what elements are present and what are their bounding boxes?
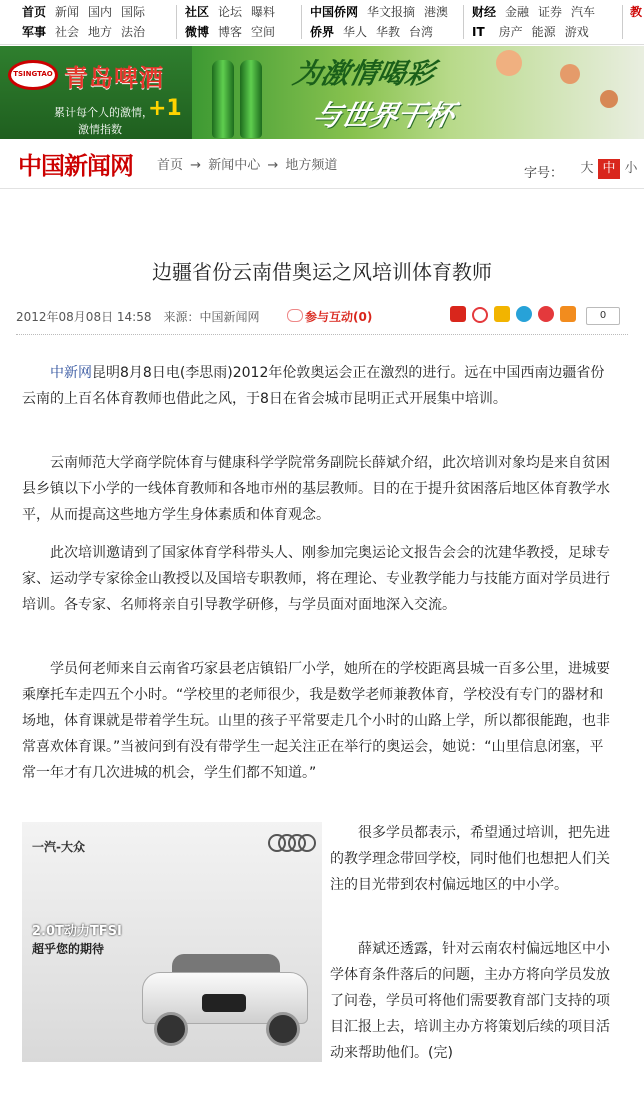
nav-link[interactable]: 国内 xyxy=(88,5,113,19)
nav-link[interactable]: 财经 xyxy=(472,5,497,19)
banner-brand-panel xyxy=(0,46,192,139)
share-tencent-weibo-icon[interactable] xyxy=(516,306,532,322)
athlete-image xyxy=(560,64,580,84)
nav-group-news-2 xyxy=(22,22,154,42)
nav-divider xyxy=(301,5,302,39)
nav-link[interactable]: 能源 xyxy=(531,25,556,39)
share-more-icon[interactable] xyxy=(560,306,576,322)
nav-link[interactable]: 教 xyxy=(630,5,643,19)
banner-slogan-2: 与世界干杯 xyxy=(310,99,458,132)
nav-link[interactable]: 法治 xyxy=(121,25,146,39)
car-grille xyxy=(202,994,246,1012)
nav-group-finance xyxy=(472,2,604,22)
share-weibo-icon[interactable] xyxy=(472,307,488,323)
nav-link[interactable]: 华文报摘 xyxy=(367,5,416,19)
source-link[interactable]: 中新网 xyxy=(50,365,92,381)
banner-ad[interactable] xyxy=(0,46,644,139)
car-wheel xyxy=(266,1012,300,1046)
nav-link[interactable]: 空间 xyxy=(251,25,276,39)
nav-link[interactable]: 地方 xyxy=(88,25,113,39)
nav-link[interactable]: 中国侨网 xyxy=(310,5,359,19)
banner-plus-one: +1 xyxy=(148,96,182,121)
ad-subheadline: 超乎您的期待 xyxy=(32,942,105,956)
breadcrumb-local-channel[interactable]: 地方频道 xyxy=(285,158,338,173)
article-paragraph: 薛斌还透露，针对云南农村偏远地区中小学体育条件落后的问题，主办方将向学员发放了问卷，学员可将他们需要教育部门支持的项目汇报上去，培训主办方将策划后续的项目活动来帮助他们。(完) xyxy=(330,941,610,1061)
share-renren-icon[interactable] xyxy=(450,306,466,322)
nav-link[interactable]: 华人 xyxy=(343,25,368,39)
banner-slogan-1: 为激情喝彩 xyxy=(290,57,438,90)
paragraph-text: 昆明8月8日电(李思雨)2012年伦敦奥运会正在激烈的进行。远在中国西南边疆省份云南的上百名体育教师也借此之风，于8日在省会城市昆明正式开展集中培训。 xyxy=(22,365,605,407)
nav-link[interactable]: 新闻 xyxy=(55,5,80,19)
article-paragraph xyxy=(22,360,612,412)
nav-link[interactable]: 论坛 xyxy=(218,5,243,19)
nav-link[interactable]: 军事 xyxy=(22,25,47,39)
breadcrumb xyxy=(157,154,340,173)
banner-brand-name: 青岛啤酒 xyxy=(64,64,164,92)
ad-headline: 2.0T动力TFSI xyxy=(32,924,122,939)
nav-group-finance-2 xyxy=(472,22,598,42)
nav-link[interactable]: 华教 xyxy=(376,25,401,39)
font-size-small[interactable]: 小 xyxy=(624,161,638,176)
article-date: 2012年08月08日 14:58 xyxy=(16,310,152,324)
beer-bottle-icon xyxy=(212,60,234,138)
share-count: 0 xyxy=(586,307,620,325)
breadcrumb-arrow-icon: → xyxy=(267,158,279,173)
font-size-medium[interactable]: 中 xyxy=(598,159,620,179)
nav-divider xyxy=(463,5,464,39)
athlete-image xyxy=(496,50,522,76)
nav-link[interactable]: 台湾 xyxy=(409,25,434,39)
nav-link[interactable]: 证券 xyxy=(538,5,563,19)
interact-link[interactable] xyxy=(287,308,372,325)
nav-link[interactable]: 房产 xyxy=(498,25,523,39)
nav-group-edu xyxy=(630,2,644,22)
car-wheel xyxy=(154,1012,188,1046)
interact-label: 参与互动(0) xyxy=(305,310,373,324)
nav-link[interactable]: 社会 xyxy=(55,25,80,39)
breadcrumb-home[interactable]: 首页 xyxy=(157,158,184,173)
nav-row-2 xyxy=(0,22,644,42)
header-divider xyxy=(0,188,644,189)
meta-divider xyxy=(16,334,628,336)
nav-link[interactable]: 曝料 xyxy=(251,5,276,19)
breadcrumb-arrow-icon: → xyxy=(190,158,202,173)
nav-link[interactable]: 侨界 xyxy=(310,25,335,39)
athlete-image xyxy=(600,90,618,108)
brand-logo-icon: TSINGTAO xyxy=(8,60,58,90)
car-ad[interactable] xyxy=(22,822,322,1062)
nav-group-news xyxy=(22,2,154,22)
nav-divider xyxy=(176,5,177,39)
beer-bottle-icon xyxy=(240,60,262,138)
font-size-large[interactable]: 大 xyxy=(580,161,594,176)
share-qzone-icon[interactable] xyxy=(494,306,510,322)
article-source: 来源：中国新闻网 xyxy=(163,310,260,324)
nav-row-1 xyxy=(0,2,644,22)
nav-link[interactable]: 汽车 xyxy=(571,5,596,19)
nav-link[interactable]: 港澳 xyxy=(424,5,449,19)
banner-subtext-2: 激情指数 xyxy=(78,123,122,136)
breadcrumb-news-center[interactable]: 新闻中心 xyxy=(208,158,261,173)
nav-link[interactable]: 游戏 xyxy=(564,25,589,39)
share-kaixin-icon[interactable] xyxy=(538,306,554,322)
nav-link[interactable]: 金融 xyxy=(505,5,530,19)
article-paragraph: 云南师范大学商学院体育与健康科学学院常务副院长薛斌介绍，此次培训对象均是来自贫困县乡镇以下小学的一线体育教师和各地市州的基层教师。目的在于提升贫困落后地区体育教学水平，从而提高这些地方学生身体素质和体育观念。 xyxy=(22,455,610,523)
nav-link[interactable]: 首页 xyxy=(22,5,47,19)
nav-link[interactable]: 微博 xyxy=(185,25,210,39)
nav-group-overseas-2 xyxy=(310,22,442,42)
article-paragraph: 很多学员都表示，希望通过培训，把先进的教学理念带回学校，同时他们也想把人们关注的目光带到农村偏远地区的中小学。 xyxy=(330,825,610,893)
nav-link[interactable]: 博客 xyxy=(218,25,243,39)
banner-subtext-1: 累计每个人的激情， xyxy=(54,106,153,119)
article-paragraph: 学员何老师来自云南省巧家县老店镇铅厂小学，她所在的学校距离县城一百多公里，进城要乘摩托车走四五个小时。“学校里的老师很少，我是数学老师兼教体育，学校没有专门的器材和场地，体育课就是带着学生玩。山里的孩子平常要走几个小时的山路上学，所以都很能跑，也非常喜欢体育课。”当被问到有没有带学生一起关注正在举行的奥运会，她说：“山里信息闭塞，平常一年才有几次进城的机会，学生们都不知道。” xyxy=(22,661,610,781)
article-title: 边疆省份云南借奥运之风培训体育教师 xyxy=(152,260,492,284)
nav-link[interactable]: IT xyxy=(472,25,485,39)
article-paragraph: 此次培训邀请到了国家体育学科带头人、刚参加完奥运论文报告会会的沈建华教授，足球专家、运动学专家徐金山教授以及国培专职教师，将在理论、专业教学能力与技能方面对学员进行培训。各专家、名师将亲自引导教学研修，与学员面对面地深入交流。 xyxy=(22,545,610,613)
nav-link[interactable]: 国际 xyxy=(121,5,146,19)
nav-group-community-2 xyxy=(185,22,284,42)
nav-link[interactable]: 社区 xyxy=(185,5,210,19)
audi-logo-icon xyxy=(298,834,316,852)
ad-brand: 一汽-大众 xyxy=(32,840,85,854)
article-meta xyxy=(16,308,272,325)
nav-divider xyxy=(622,5,623,39)
site-logo[interactable]: 中国新闻网 xyxy=(18,151,133,180)
nav-group-overseas xyxy=(310,2,457,22)
comment-icon xyxy=(287,309,303,322)
font-size-label: 字号： xyxy=(524,166,564,181)
nav-group-community xyxy=(185,2,284,22)
top-navigation xyxy=(0,0,644,45)
